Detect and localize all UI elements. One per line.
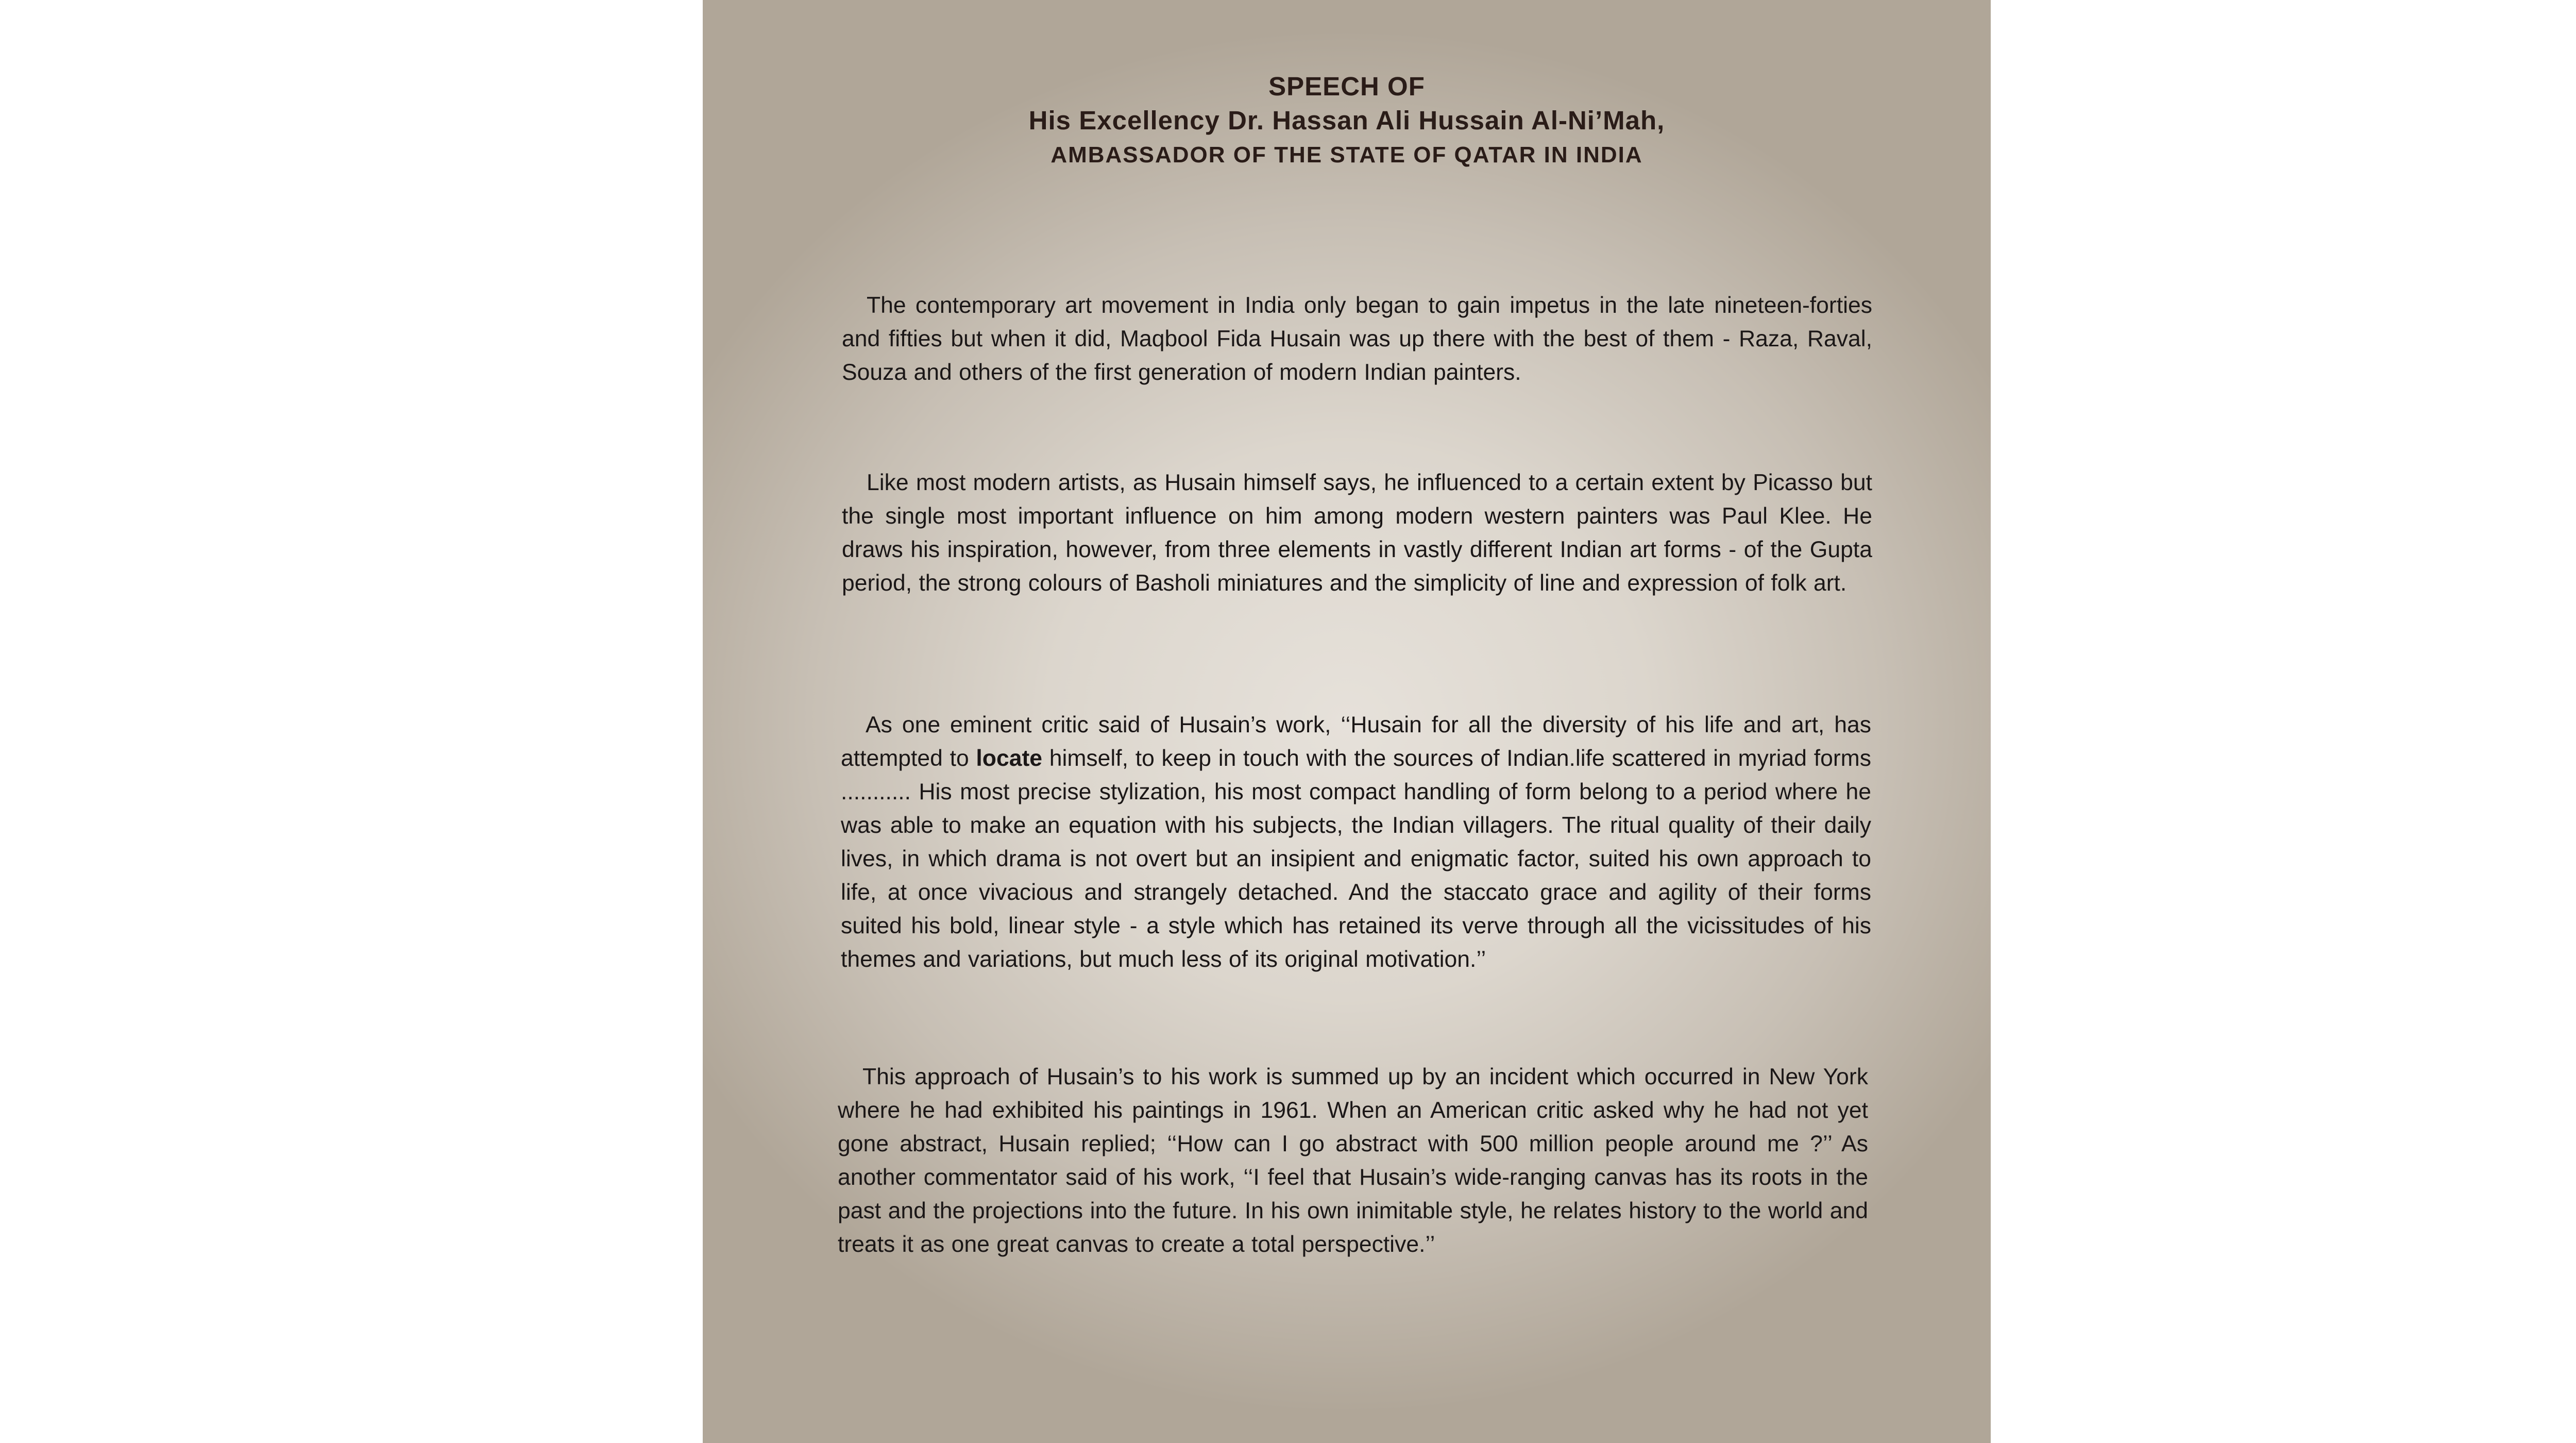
paragraph-3-text-start: As one eminent critic said of Husain’s work, ‘‘Husain for all the diversity of his life and art, has attempted to [841,712,1871,771]
speaker-title: AMBASSADOR OF THE STATE OF QATAR IN INDIA [1050,142,1643,167]
document-page [703,0,1991,1443]
paragraph-3-bold-word: locate [976,746,1043,771]
paragraph-4: This approach of Husain’s to his work is summed up by an incident which occurred in New York where he had exhibited his paintings in 1961. When an American critic asked why he had not yet gone abstract, Husain replied; ‘‘How can I go abstract with 500 million people around me ?’’ As another commentator said of his work, ‘‘I feel that Husain’s wide-ranging canvas has its roots in the past and the projections into the future. In his own inimitable style, he relates history to the world and treats it as one great canvas to create a total perspective.’’ [838,1064,1868,1257]
paragraph-3 [841,708,1871,976]
speaker-name: His Excellency Dr. Hassan Ali Hussain Al-Ni’Mah, [1028,106,1665,135]
speech-heading: SPEECH OF [1268,72,1425,101]
paragraph-1: The contemporary art movement in India only began to gain impetus in the late nineteen-forties and fifties but when it did, Maqbool Fida Husain was up there with the best of them - Raza, Raval, Souza and others of the first generation of modern Indian painters. [842,293,1872,385]
paragraph-3-text-end: himself, to keep in touch with the sources of Indian.life scattered in myriad forms ........... His most precise stylization, his most compact handling of form belong to a period where he was able to make an equation with his subjects, the Indian villagers. The ritual quality of their daily lives, in which drama is not overt but an insipient and enigmatic factor, suited his own approach to life, at once vivacious and strangely detached. And the staccato grace and agility of their forms suited his bold, linear style - a style which has retained its verve through all the vicissitudes of his themes and variations, but much less of its original motivation.’’ [841,746,1871,972]
paragraph-2: Like most modern artists, as Husain himself says, he influenced to a certain extent by Picasso but the single most important influence on him among modern western painters was Paul Klee. He draws his inspiration, however, from three elements in vastly different Indian art forms - of the Gupta period, the strong colours of Basholi miniatures and the simplicity of line and expression of folk art. [842,470,1872,596]
